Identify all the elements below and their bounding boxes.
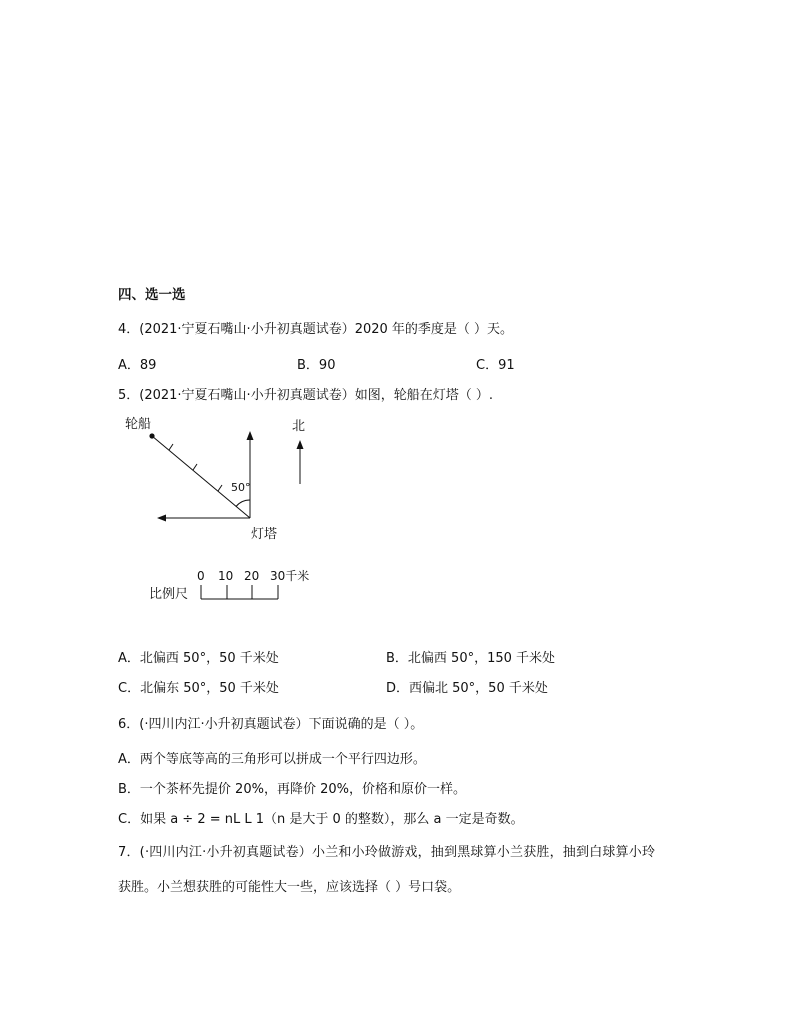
section-title: 四、选一选 [118, 287, 186, 303]
question-6-option-a: A．两个等底等高的三角形可以拼成一个平行四边形。 [118, 752, 426, 767]
scale-label: 比例尺 [149, 587, 189, 602]
question-4-option-c: C．91 [476, 358, 515, 373]
question-4-option-b: B．90 [297, 358, 336, 373]
ship-label: 轮船 [125, 417, 152, 432]
scale-tick-0: 0 [197, 569, 205, 583]
scale-bar [201, 585, 278, 599]
question-5-option-b: B．北偏西 50°，150 千米处 [386, 651, 556, 666]
bearing-line [152, 436, 250, 518]
question-7-stem-line-1: 7．(·四川内江·小升初真题试卷）小兰和小玲做游戏，抽到黑球算小兰获胜，抽到白球算小玲 [118, 845, 656, 860]
question-4-option-a: A．89 [118, 358, 157, 373]
question-7-stem-line-2: 获胜。小兰想获胜的可能性大一些，应该选择（ ）号口袋。 [118, 880, 461, 895]
question-5-option-a: A．北偏西 50°，50 千米处 [118, 651, 279, 666]
question-4-stem: 4．(2021·宁夏石嘴山·小升初真题试卷）2020 年的季度是（ ）天。 [118, 322, 514, 337]
arrow-left-icon [157, 515, 166, 522]
scale-tick-30: 30千米 [270, 569, 310, 583]
question-5-stem: 5．(2021·宁夏石嘴山·小升初真题试卷）如图，轮船在灯塔（ ）. [118, 388, 493, 403]
bearing-hatch-marks [169, 444, 222, 491]
lighthouse-label: 灯塔 [251, 527, 278, 542]
scale-tick-10: 10 [218, 569, 234, 583]
question-6-option-c: C．如果 a ÷ 2 = nL L 1（n 是大于 0 的整数），那么 a 一定是奇数。 [118, 812, 524, 827]
north-label: 北 [292, 419, 306, 434]
angle-label: 50° [231, 481, 251, 494]
question-6-stem: 6．(·四川内江·小升初真题试卷）下面说确的是（ ）。 [118, 717, 424, 732]
scale-tick-20: 20 [244, 569, 260, 583]
angle-arc [236, 500, 250, 507]
arrow-up-icon [247, 431, 254, 440]
question-5-option-d: D．西偏北 50°，50 千米处 [386, 681, 548, 696]
question-6-option-b: B．一个茶杯先提价 20%，再降价 20%，价格和原价一样。 [118, 782, 466, 797]
north-arrow-icon [297, 440, 304, 449]
question-5-option-c: C．北偏东 50°，50 千米处 [118, 681, 279, 696]
